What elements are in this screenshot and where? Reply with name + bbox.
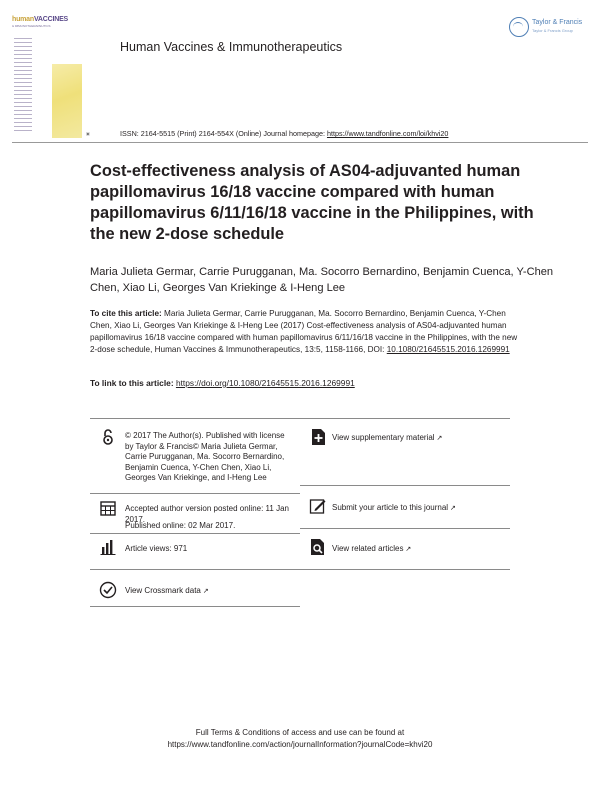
external-link-icon: ↗ — [434, 435, 443, 442]
info-divider — [90, 418, 300, 419]
crossmark-icon[interactable] — [99, 581, 117, 599]
accepted-date: Accepted author version posted online: 11 Jan 2017. — [125, 504, 289, 524]
external-link-icon: ↗ — [403, 546, 412, 553]
supplementary-icon[interactable] — [309, 428, 327, 446]
footer-terms: Full Terms & Conditions of access and use can be found at — [195, 728, 405, 737]
related-label: View related articles — [332, 544, 404, 553]
article-title: Cost-effectiveness analysis of AS04-adjuvanted human papillomavirus 16/18 vaccine compared with human papillomavirus 6/11/16/18 vaccine in the Philippines, with the new 2-dose schedule — [90, 162, 534, 243]
cover-logo-subtitle: & IMMUNOTHERAPEUTICS — [12, 24, 51, 28]
bar-chart-icon — [99, 538, 117, 556]
footer — [0, 727, 600, 751]
info-divider — [90, 533, 300, 534]
info-divider — [90, 606, 300, 607]
crossmark-link[interactable] — [125, 586, 295, 598]
submit-pencil-icon[interactable] — [309, 497, 327, 515]
open-access-icon — [99, 428, 117, 446]
info-divider — [90, 493, 300, 494]
citation-block — [90, 308, 520, 356]
doi-link[interactable]: 10.1080/21645515.2016.1269991 — [386, 345, 510, 354]
license-text: © 2017 The Author(s). Published with license by Taylor & Francis© Maria Julieta Germar, Carrie Purugganan, Ma. Socorro Bernardino, Benjamin Cuenca, Y-Chen Chen, Xiao Li, Georges Van Kriekinge, and I-Heng Lee — [125, 431, 285, 482]
info-divider — [90, 569, 300, 570]
issn-line — [120, 129, 448, 138]
header-divider — [12, 142, 588, 143]
external-link-icon: ↗ — [200, 588, 209, 595]
publisher-small-logo-icon: ▣ — [86, 131, 90, 136]
external-link-icon: ↗ — [448, 505, 456, 512]
info-divider — [300, 418, 510, 419]
supplementary-label: View supplementary material — [332, 433, 435, 442]
cover-logo-part2: VACCINES — [33, 16, 69, 23]
article-doi-url[interactable]: https://doi.org/10.1080/21645515.2016.1269991 — [175, 378, 355, 388]
submit-article-link[interactable] — [332, 503, 507, 515]
cover-logo — [12, 16, 82, 23]
publisher-name: Taylor & Francis — [532, 19, 583, 26]
publisher-logo-icon — [509, 17, 529, 37]
journal-homepage-link[interactable]: https://www.tandfonline.com/loi/khvi20 — [326, 129, 449, 138]
supplementary-link[interactable] — [332, 433, 502, 445]
link-label: To link to this article: — [90, 378, 176, 388]
journal-cover-thumbnail — [12, 16, 82, 140]
cover-text-lines — [14, 38, 32, 134]
publisher-tagline: Taylor & Francis Group — [532, 28, 573, 33]
article-authors: Maria Julieta Germar, Carrie Purugganan, Ma. Socorro Bernardino, Benjamin Cuenca, Y-Chen Chen, Xiao Li, Georges Van Kriekinge & I-Heng Lee — [90, 266, 554, 294]
crossmark-label: View Crossmark data — [125, 586, 201, 595]
submit-label: Submit your article to this journal — [332, 503, 449, 512]
related-articles-link[interactable] — [332, 544, 502, 556]
article-link-line — [90, 378, 355, 388]
journal-title: Human Vaccines & Immunotherapeutics — [120, 40, 343, 54]
article-views: Article views: 971 — [125, 544, 188, 553]
related-articles-icon[interactable] — [309, 538, 327, 556]
cover-logo-part1: human — [12, 16, 34, 23]
issn-text: ISSN: 2164-5515 (Print) 2164-554X (Online) Journal homepage: — [120, 129, 327, 138]
cover-artwork — [52, 64, 82, 138]
cite-text: Maria Julieta Germar, Carrie Purugganan, Ma. Socorro Bernardino, Benjamin Cuenca, Y-Chen Chen, Xiao Li, Georges Van Kriekinge & I-Heng Lee (2017) Cost-effectiveness analysis of AS04-adjuvanted human papillomavirus 16/18 vaccine compared with human papillomavirus 6/11/16/18 vaccine in the Philippines, with the new 2-dose schedule, Human Vaccines & Immunotherapeutics, 13:5, 1158-1166, DOI: — [90, 309, 518, 354]
info-divider — [300, 485, 510, 486]
publisher-logo[interactable] — [509, 15, 587, 41]
footer-url[interactable]: https://www.tandfonline.com/action/journalInformation?journalCode=khvi20 — [167, 740, 433, 749]
cite-label: To cite this article: — [90, 309, 162, 318]
info-divider — [300, 569, 510, 570]
calendar-icon — [99, 499, 117, 517]
published-date: Published online: 02 Mar 2017. — [125, 521, 236, 530]
info-divider — [300, 528, 510, 529]
